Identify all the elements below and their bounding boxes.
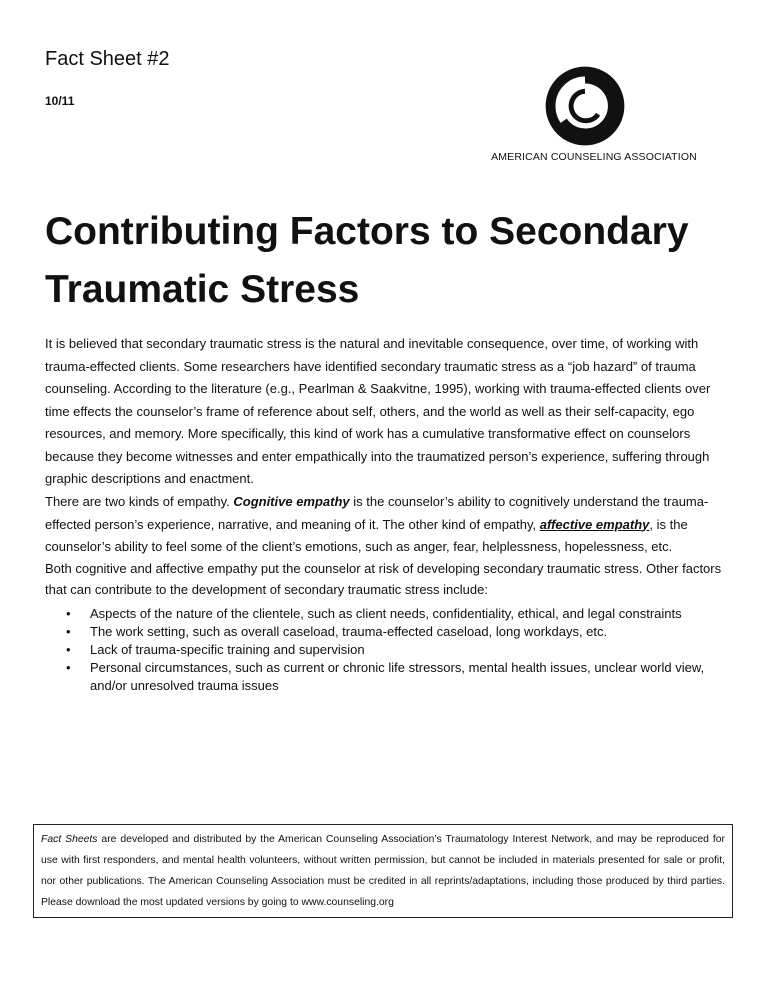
list-item (45, 659, 725, 695)
footer-notice (41, 829, 725, 913)
footer-notice-box (33, 824, 733, 918)
footer-text: are developed and distributed by the American Counseling Association’s Traumatology Interest Network, and may be reproduced for use with first responders, and mental health volunteers, without written permission, but cannot be included in materials presented for sale or profit, nor other publications. The American Counseling Association must be credited in all reprints/adaptations, including those produced by third parties. Please download the most updated versions by going to www.counseling.org (41, 834, 725, 908)
intro-paragraph: It is believed that secondary traumatic stress is the natural and inevitable consequence, over time, of working with trauma-effected clients. Some researchers have identified secondary traumatic stress as a “job hazard” of trauma counseling. According to the literature (e.g., Pearlman & Saakvitne, 1995), working with trauma-effected clients over time effects the counselor’s frame of reference about self, others, and the world as well as their self-capacity, ego resources, and memory. More specifically, this kind of work has a cumulative transformative effect on counselors because they become witnesses and enter empathically into the traumatized person’s experience, suffering through graphic descriptions and enactment. (45, 336, 711, 486)
aca-logo-text: AMERICAN COUNSELING ASSOCIATION (491, 151, 697, 163)
list-item-text: The work setting, such as overall caseload, trauma-effected caseload, long workdays, etc. (90, 624, 608, 639)
list-item-text: Lack of trauma-specific training and supervision (90, 642, 365, 657)
aca-ring-logo-icon (544, 65, 626, 147)
empathy-lead: There are two kinds of empathy. (45, 494, 234, 509)
list-item (45, 641, 725, 659)
cognitive-empathy-term: Cognitive empathy (233, 494, 350, 509)
cognitive-empathy-definition: is the counselor’s ability to cognitively understand the trauma-effected person’s experience, narrative, and meaning of it. The other kind of empathy, (45, 494, 709, 532)
page-title: Contributing Factors to Secondary Traumatic Stress (45, 210, 689, 311)
bullet-icon: • (66, 606, 71, 621)
list-item-text: Personal circumstances, such as current or chronic life stressors, mental health issues, unclear world view, and/or unresolved trauma issues (90, 660, 705, 693)
aca-logo (486, 65, 702, 169)
list-item (45, 623, 725, 641)
fact-sheet-number: Fact Sheet #2 (45, 48, 170, 70)
empathy-paragraph (45, 491, 725, 559)
list-item (45, 605, 725, 623)
affective-empathy-definition: , is the counselor’s ability to feel some of the client’s emotions, such as anger, fear, helplessness, hopelessness, etc. (45, 516, 688, 554)
bullet-icon: • (66, 660, 71, 675)
contributing-factors-list (45, 605, 725, 695)
footer-lead: Fact Sheets (41, 834, 98, 845)
list-item-text: Aspects of the nature of the clientele, such as client needs, confidentiality, ethical, and legal constraints (90, 606, 682, 621)
affective-empathy-term: affective empathy (539, 516, 650, 532)
publication-date: 10/11 (45, 94, 75, 108)
bullet-icon: • (66, 642, 71, 657)
risk-paragraph: Both cognitive and affective empathy put the counselor at risk of developing secondary traumatic stress. Other factors that can contribute to the development of secondary traumatic stress include: (45, 561, 722, 597)
bullet-icon: • (66, 624, 71, 639)
